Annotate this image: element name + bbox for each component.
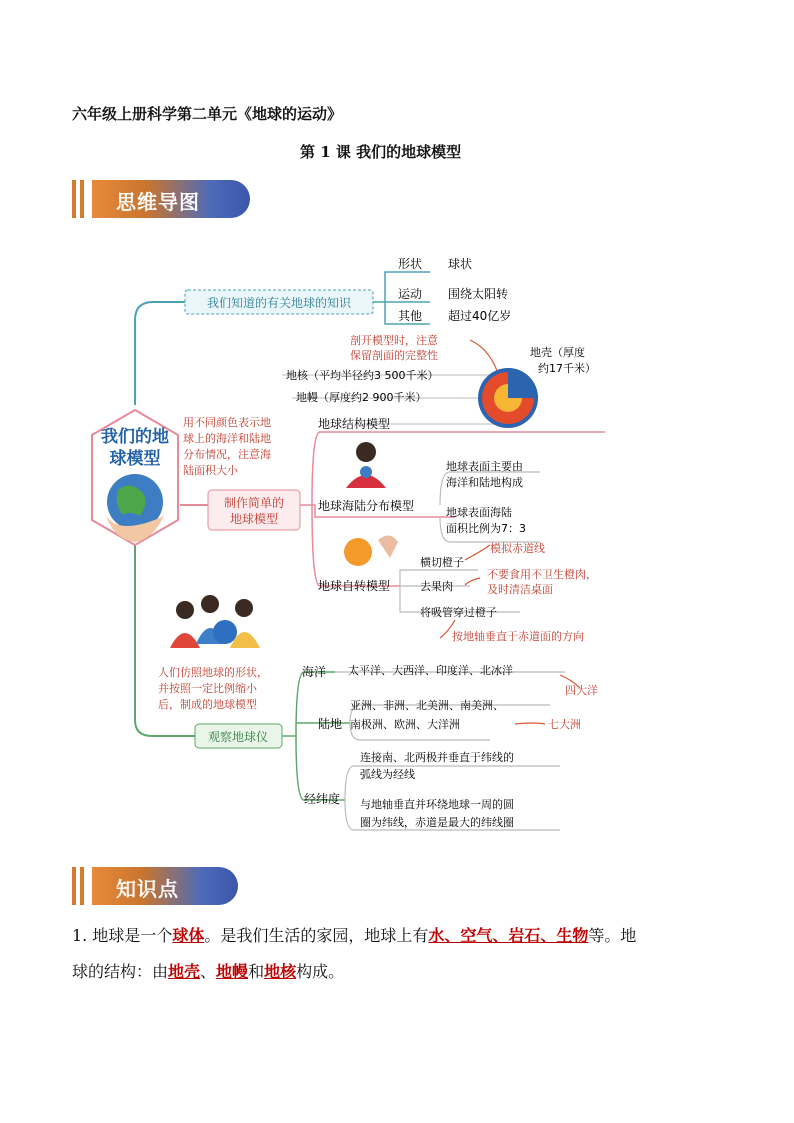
- b2-note: 球上的海洋和陆地: [183, 432, 271, 445]
- grid-value: 弧线为经线: [360, 768, 415, 781]
- banner-pill: [92, 867, 238, 905]
- girl-with-globe-illustration: [346, 442, 386, 488]
- text: 等。地: [588, 926, 637, 945]
- land-key: 陆地: [318, 717, 343, 731]
- globe-note: 并按照一定比例缩小: [158, 682, 257, 695]
- rotation-note: 不要食用不卫生橙肉，: [487, 568, 597, 581]
- rotation-step: 横切橙子: [420, 556, 464, 569]
- fact-key: 其他: [398, 309, 423, 323]
- grid-value: 与地轴垂直并环绕地球一周的圆: [360, 798, 514, 811]
- land-value: 亚洲、非洲、北美洲、南美洲、: [350, 699, 504, 712]
- land-sea-note: 面积比例为7：3: [446, 522, 526, 535]
- text: 。是我们生活的家园，地球上有: [204, 926, 429, 945]
- land-sea-note: 地球表面海陆: [446, 506, 512, 519]
- ocean-key: 海洋: [302, 665, 327, 679]
- fact-key: 运动: [398, 287, 423, 301]
- text: 、: [200, 962, 217, 981]
- fact-key: 形状: [398, 257, 423, 271]
- section-title-knowledge: 知识点: [116, 877, 179, 901]
- text: 1. 地球是一个: [72, 926, 173, 945]
- land-value: 南极洲、欧洲、大洋洲: [350, 718, 460, 731]
- b2-note: 分布情况，注意海: [183, 448, 271, 461]
- branch-make-model: 地球模型: [229, 512, 279, 526]
- rotation-note: 及时清洁桌面: [487, 583, 553, 596]
- answer-blank: 地壳: [168, 962, 201, 981]
- text: 球的结构：由: [72, 962, 169, 981]
- ocean-value: 太平洋、大西洋、印度洋、北冰洋: [348, 664, 513, 677]
- root-title: 球模型: [109, 449, 161, 469]
- model-land-sea: 地球海陆分布模型: [318, 499, 415, 513]
- grid-key: 经纬度: [304, 792, 341, 806]
- answer-blank: 地幔: [216, 962, 249, 981]
- knowledge-paragraph-1: [72, 918, 732, 954]
- fact-value: 球状: [448, 257, 473, 271]
- rotation-note: 模拟赤道线: [490, 542, 545, 555]
- structure-note: 保留剖面的完整性: [350, 349, 438, 362]
- ocean-note: 四大洋: [565, 684, 598, 697]
- model-structure: 地球结构模型: [318, 417, 391, 431]
- land-sea-note: 海洋和陆地构成: [446, 476, 523, 489]
- grid-value: 圈为纬线，赤道是最大的纬线圈: [360, 816, 514, 829]
- core-label: 地核（平均半径约3 500千米）: [286, 369, 439, 382]
- crust-label: 地壳（厚度: [530, 346, 585, 359]
- structure-note: 剖开模型时，注意: [350, 334, 438, 347]
- b2-note: 陆面积大小: [183, 464, 238, 477]
- orange-illustration: [344, 535, 398, 566]
- root-title: 我们的地: [101, 427, 169, 447]
- text: 构成。: [296, 962, 345, 981]
- earth-cutaway-illustration: [478, 368, 538, 428]
- text: 和: [248, 962, 265, 981]
- mind-map: [60, 240, 620, 840]
- rotation-step: 去果肉: [420, 580, 453, 593]
- fact-value: 超过40亿岁: [448, 309, 512, 323]
- section-title-mindmap: 思维导图: [116, 190, 200, 214]
- crust-label: 约17千米）: [538, 362, 596, 375]
- land-sea-note: 地球表面主要由: [446, 460, 523, 473]
- b2-note: 用不同颜色表示地: [183, 416, 271, 429]
- land-note: 七大洲: [548, 718, 581, 731]
- model-rotation: 地球自转模型: [318, 579, 391, 593]
- grid-value: 连接南、北两极并垂直于纬线的: [360, 751, 514, 764]
- rotation-step: 将吸管穿过橙子: [420, 606, 497, 619]
- fact-value: 围绕太阳转: [448, 287, 509, 301]
- globe-note: 人们仿照地球的形状，: [158, 666, 268, 679]
- section-banner-mindmap: [72, 180, 252, 218]
- globe-note: 后，制成的地球模型: [158, 698, 257, 711]
- branch-make-model: 制作简单的: [223, 496, 285, 510]
- lesson-title: 第 1 课 我们的地球模型: [300, 143, 462, 161]
- branch-known-facts: 我们知道的有关地球的知识: [206, 296, 352, 310]
- rotation-note: 按地轴垂直于赤道面的方向: [452, 630, 584, 643]
- answer-blank: 水、空气、岩石、生物: [428, 926, 589, 945]
- knowledge-paragraph-2: [72, 954, 732, 990]
- mantle-label: 地幔（厚度约2 900千米）: [296, 391, 427, 404]
- kids-with-globe-illustration: [170, 595, 260, 648]
- section-banner-knowledge: [72, 867, 242, 905]
- branch-observe-globe: 观察地球仪: [207, 730, 269, 744]
- answer-blank: 球体: [172, 926, 205, 945]
- document-title: 六年级上册科学第二单元《地球的运动》: [72, 105, 343, 123]
- answer-blank: 地核: [264, 962, 297, 981]
- banner-pill: [92, 180, 250, 218]
